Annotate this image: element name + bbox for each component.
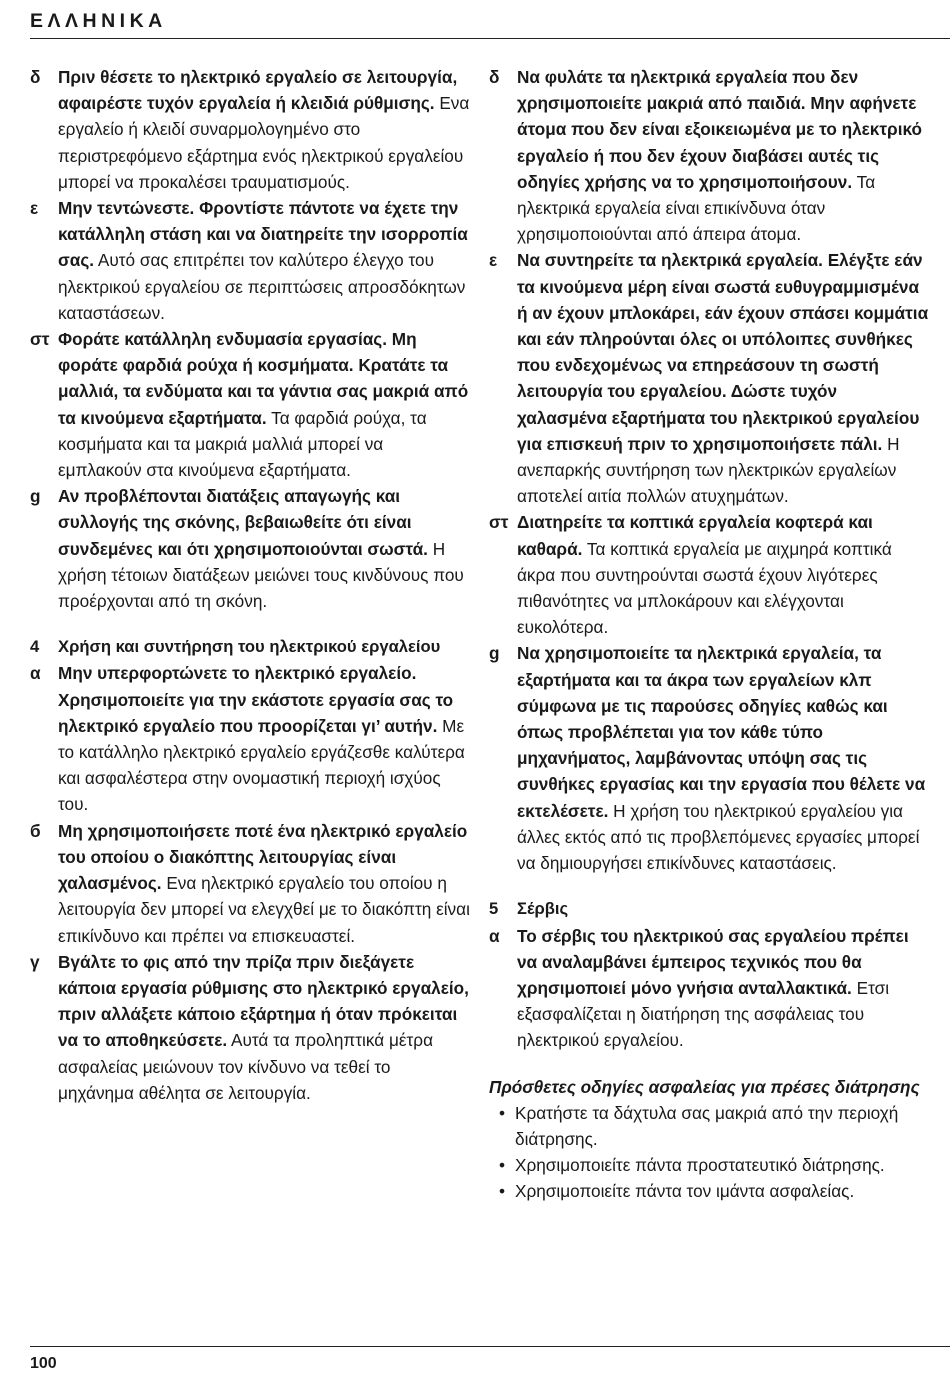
item-text: Τα κοπτικά εργαλεία με αιχμηρά κοπτικά άκρα που συντηρούνται σωστά έχουν λιγότερες πιθανότητες να μπλοκάρουν και ελέγχονται ευκολότερα. <box>517 538 892 638</box>
language-label: ΕΛΛΗΝΙΚΑ <box>30 10 167 32</box>
item-marker: g <box>489 643 500 664</box>
item-bold-text: Να φυλάτε τα ηλεκτρικά εργαλεία που δεν χρησιμοποιείτε μακριά από παιδιά. Μην αφήνετε άτομα που δεν είναι εξοικειωμένα με το ηλεκτρικό εργαλείο ή που δεν έχουν διαβάσει αυτές τις οδηγίες χρήσης να το χρησιμοποιήσουν. <box>517 67 922 192</box>
bullet-item <box>489 1152 929 1178</box>
bullet-item <box>489 1100 929 1152</box>
item-bold-text: Το σέρβις του ηλεκτρικού σας εργαλείου πρέπει να αναλαμβάνει έμπειρος τεχνικός που θα χρησιμοποιεί μόνο γνήσια ανταλλακτικά. <box>517 925 909 998</box>
item-marker: б <box>30 820 41 841</box>
additional-safety-heading: Πρόσθετες οδηγίες ασφαλείας για πρέσες διάτρησης <box>489 1076 920 1097</box>
instruction-item <box>30 64 470 195</box>
instruction-item <box>489 247 929 509</box>
item-bold-text: Μην υπερφορτώνετε το ηλεκτρικό εργαλείο. Χρησιμοποιείτε για την εκάστοτε εργασία σας το ηλεκτρικό εργαλείο που προορίζεται γι’ αυτήν. <box>58 663 454 736</box>
instruction-item <box>30 483 470 614</box>
page-header <box>30 8 950 39</box>
item-text: Αυτό σας επιτρέπει τον καλύτερο έλεγχο του ηλεκτρικού εργαλείου σε περιπτώσεις απροσδόκητων καταστάσεων. <box>58 250 466 323</box>
bullet-text: Χρησιμοποιείτε πάντα προστατευτικό διάτρησης. <box>515 1155 885 1176</box>
item-text: Τα φαρδιά ρούχα, τα κοσμήματα και τα μακριά μαλλιά μπορεί να εμπλακούν στα κινούμενα εξαρτήματα. <box>58 407 427 481</box>
spacer <box>489 876 929 896</box>
item-marker: στ <box>489 512 509 533</box>
item-bold-text: Μην τεντώνεστε. Φροντίστε πάντοτε να έχετε την κατάλληλη στάση και να διατηρείτε την ισορροπία σας. <box>58 198 468 271</box>
instruction-item <box>30 818 470 949</box>
section-number: 5 <box>489 899 499 919</box>
item-text: Αυτά τα προληπτικά μέτρα ασφαλείας μειώνουν τον κίνδυνο να τεθεί το μηχάνημα αθέλητα σε λειτουργία. <box>58 1030 434 1103</box>
item-text: Ενα ηλεκτρικό εργαλείο του οποίου η λειτουργία δεν μπορεί να ελεγχθεί με το διακόπτη είναι επικίνδυνο και πρέπει να επισκευαστεί. <box>58 873 470 946</box>
item-text: Η ανεπαρκής συντήρηση των ηλεκτρικών εργαλείων αποτελεί αιτία πολλών ατυχημάτων. <box>517 433 900 507</box>
page-number: 100 <box>30 1355 57 1372</box>
bullet-icon: • <box>499 1102 506 1123</box>
item-marker: g <box>30 486 41 507</box>
section-title: Χρήση και συντήρηση του ηλεκτρικού εργαλείου <box>58 637 441 657</box>
bullet-icon: • <box>499 1155 506 1176</box>
item-marker: α <box>489 925 500 946</box>
item-bold-text: Βγάλτε το φις από την πρίζα πριν διεξάγετε κάποια εργασία ρύθμισης στο ηλεκτρικό εργαλείο, πριν αλλάξετε κάποιο εξάρτημα ή όταν πρόκειται να το αποθηκεύσετε. <box>58 951 469 1051</box>
instruction-item <box>30 326 470 483</box>
instruction-item <box>489 640 929 876</box>
section-heading <box>489 896 929 922</box>
item-text: Η χρήση του ηλεκτρικού εργαλείου για άλλες εκτός από τις προβλεπόμενες εργασίες μπορεί να δημιουργήσει επικίνδυνες καταστάσεις. <box>517 800 920 874</box>
section-title: Σέρβις <box>517 899 569 919</box>
instruction-item <box>489 509 929 640</box>
spacer <box>30 614 470 634</box>
item-marker: ε <box>489 250 498 271</box>
item-marker: α <box>30 663 41 684</box>
item-bold-text: Διατηρείτε τα κοπτικά εργαλεία κοφτερά και καθαρά. <box>517 512 873 559</box>
bullet-item <box>489 1178 929 1204</box>
bullet-text: Κρατήστε τα δάχτυλα σας μακριά από την περιοχή διάτρησης. <box>515 1102 899 1149</box>
spacer <box>489 1054 929 1074</box>
section-heading <box>30 634 470 660</box>
item-text: Η χρήση τέτοιων διατάξεων μειώνει τους κινδύνους που προέρχονται από τη σκόνη. <box>58 538 464 612</box>
item-bold-text: Αν προβλέπονται διατάξεις απαγωγής και συλλογής της σκόνης, βεβαιωθείτε ότι είναι συνδεμένες και ότι χρησιμοποιούνται σωστά. <box>58 486 428 559</box>
item-bold-text: Να συντηρείτε τα ηλεκτρικά εργαλεία. Ελέγξτε εάν τα κινούμενα μέρη είναι σωστά ευθυγραμμισμένα ή αν έχουν μπλοκάρει, εάν έχουν σπάσει κομμάτια και εάν πληρούνται όλες οι υπόλοιπες συνθήκες που ενδεχομένως να επηρεάσουν τη σωστή λειτουργία του εργαλείου. Δώστε τυχόν χαλασμένα εξαρτήματα του ηλεκτρικού εργαλείου για επισκευή πριν το χρησιμοποιήσετε πάλι. <box>517 250 929 454</box>
item-text: Με το κατάλληλο ηλεκτρικό εργαλείο εργάζεσθε καλύτερα και ασφαλέστερα στην ονομαστική περιοχή ισχύος του. <box>58 715 465 815</box>
item-marker: γ <box>30 951 40 972</box>
instruction-item <box>489 64 929 247</box>
item-marker: στ <box>30 329 50 350</box>
section-number: 4 <box>30 637 40 657</box>
bullet-text: Χρησιμοποιείτε πάντα τον ιμάντα ασφαλείας. <box>515 1181 855 1202</box>
bullet-icon: • <box>499 1181 506 1202</box>
item-text: Τα ηλεκτρικά εργαλεία είναι επικίνδυνα όταν χρησιμοποιούνται από άπειρα άτομα. <box>517 171 876 245</box>
item-bold-text: Φοράτε κατάλληλη ενδυμασία εργασίας. Μη φοράτε φαρδιά ρούχα ή κοσμήματα. Κρατάτε τα μαλλιά, τα ενδύματα και τα γάντια σας μακριά από τα κινούμενα εξαρτήματα. <box>58 329 469 428</box>
item-bold-text: Μη χρησιμοποιήσετε ποτέ ένα ηλεκτρικό εργαλείο του οποίου ο διακόπτης λειτουργίας είναι χαλασμένος. <box>58 820 468 894</box>
instruction-item <box>30 660 470 817</box>
instruction-item <box>489 923 929 1054</box>
instruction-item <box>30 195 470 326</box>
right-column <box>489 64 929 1205</box>
item-marker: ε <box>30 198 39 219</box>
item-bold-text: Πριν θέσετε το ηλεκτρικό εργαλείο σε λειτουργία, αφαιρέστε τυχόν εργαλεία ή κλειδιά ρύθμισης. <box>58 67 458 114</box>
left-column <box>30 64 470 1106</box>
item-bold-text: Να χρησιμοποιείτε τα ηλεκτρικά εργαλεία, τα εξαρτήματα και τα άκρα των εργαλείων κλπ σύμφωνα με τις παρούσες οδηγίες καθώς και όπως προβλέπεται για τον κάθε τύπο μηχανήματος, λαμβάνοντας υπόψη σας τις συνθήκες εργασίας και την εργασία που θέλετε να εκτελέσετε. <box>517 643 926 821</box>
item-text: Ενα εργαλείο ή κλειδί συναρμολογημένο στο περιστρεφόμενο εξάρτημα ενός ηλεκτρικού εργαλείου μπορεί να προκαλέσει τραυματισμούς. <box>58 93 470 192</box>
item-marker: δ <box>489 67 500 87</box>
page-footer <box>30 1346 950 1372</box>
item-text: Ετσι εξασφαλίζεται η διατήρηση της ασφάλειας του ηλεκτρικού εργαλείου. <box>517 977 890 1051</box>
instruction-item <box>30 949 470 1106</box>
item-marker: δ <box>30 67 41 87</box>
